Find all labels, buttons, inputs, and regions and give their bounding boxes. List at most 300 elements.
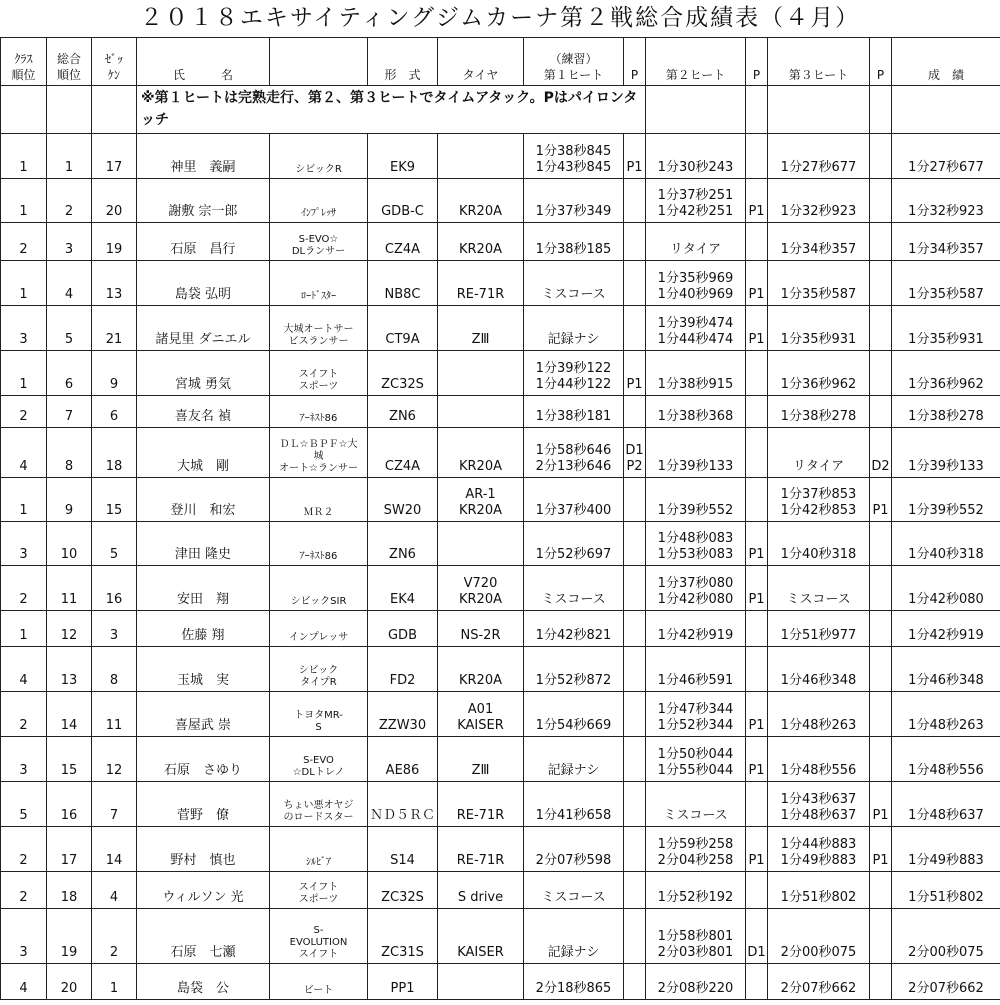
heat3-time-cell: ミスコース	[768, 566, 870, 611]
results-table	[0, 37, 1000, 1000]
header-heat3: 第３ヒート	[768, 38, 870, 86]
heat1-penalty-cell	[624, 909, 646, 964]
heat2-time-cell: 1分35秒969 1分40秒969	[646, 261, 746, 306]
result-cell: 2分07秒662	[892, 964, 1000, 1000]
heat2-time-cell: ミスコース	[646, 782, 746, 827]
tire-cell: AR-1 KR20A	[438, 478, 524, 522]
heat3-time-cell: 1分48秒556	[768, 737, 870, 782]
heat1-time-cell: 1分38秒181	[524, 396, 624, 428]
driver-name-cell: 宮城 勇気	[137, 351, 270, 396]
heat3-penalty-cell	[870, 647, 892, 692]
overall-rank-cell: 14	[47, 692, 92, 737]
heat2-penalty-cell	[746, 964, 768, 1000]
heat3-time-cell: 1分34秒357	[768, 223, 870, 261]
tire-cell: ZⅢ	[438, 306, 524, 351]
tire-cell: KAISER	[438, 909, 524, 964]
table-row	[1, 478, 1000, 522]
car-name-cell: ＭＲ２	[270, 478, 368, 522]
overall-rank-cell: 3	[47, 223, 92, 261]
model-cell: CZ4A	[368, 428, 438, 478]
overall-rank-cell: 2	[47, 179, 92, 223]
car-name-cell: ｱｰﾈｽﾄ86	[270, 396, 368, 428]
table-row	[1, 261, 1000, 306]
result-cell: 1分32秒923	[892, 179, 1000, 223]
class-rank-cell: 2	[1, 827, 47, 872]
heat2-time-cell: 1分48秒083 1分53秒083	[646, 522, 746, 566]
heat3-time-cell: 2分07秒662	[768, 964, 870, 1000]
model-cell: NB8C	[368, 261, 438, 306]
result-cell: 1分48秒556	[892, 737, 1000, 782]
tire-cell: RE-71R	[438, 827, 524, 872]
heat1-time-cell: 記録ナシ	[524, 737, 624, 782]
class-rank-cell: 2	[1, 396, 47, 428]
heat2-penalty-cell	[746, 223, 768, 261]
heat1-time-cell: 1分38秒845 1分43秒845	[524, 134, 624, 179]
zekken-cell: 6	[92, 396, 137, 428]
car-name-cell: シビック タイプR	[270, 647, 368, 692]
heat3-time-cell: 1分35秒587	[768, 261, 870, 306]
heat3-time-cell: 1分51秒977	[768, 611, 870, 647]
driver-name-cell: 玉城 実	[137, 647, 270, 692]
table-row	[1, 566, 1000, 611]
header-heat2: 第２ヒート	[646, 38, 746, 86]
result-cell: 1分49秒883	[892, 827, 1000, 872]
model-cell: AE86	[368, 737, 438, 782]
result-cell: 1分42秒080	[892, 566, 1000, 611]
overall-rank-cell: 7	[47, 396, 92, 428]
zekken-cell: 9	[92, 351, 137, 396]
class-rank-cell: 2	[1, 692, 47, 737]
class-rank-cell: 4	[1, 428, 47, 478]
result-cell: 1分51秒802	[892, 872, 1000, 909]
heat3-penalty-cell	[870, 566, 892, 611]
heat3-time-cell: 1分36秒962	[768, 351, 870, 396]
header-heat1: （練習） 第１ヒート	[524, 38, 624, 86]
tire-cell: ZⅢ	[438, 737, 524, 782]
table-row	[1, 351, 1000, 396]
heat1-penalty-cell	[624, 261, 646, 306]
model-cell: SW20	[368, 478, 438, 522]
heat1-time-cell: 1分41秒658	[524, 782, 624, 827]
overall-rank-cell: 8	[47, 428, 92, 478]
model-cell: EK9	[368, 134, 438, 179]
class-rank-cell: 2	[1, 872, 47, 909]
car-name-cell: ＤＬ☆ＢＰＦ☆大 城 オート☆ランサー	[270, 428, 368, 478]
heat1-penalty-cell: P1	[624, 351, 646, 396]
model-cell: ZC32S	[368, 872, 438, 909]
class-rank-cell: 2	[1, 566, 47, 611]
heat2-penalty-cell: D1	[746, 909, 768, 964]
overall-rank-cell: 20	[47, 964, 92, 1000]
heat3-time-cell: 1分51秒802	[768, 872, 870, 909]
tire-cell: RE-71R	[438, 261, 524, 306]
overall-rank-cell: 19	[47, 909, 92, 964]
heat3-penalty-cell	[870, 396, 892, 428]
heat2-penalty-cell	[746, 647, 768, 692]
heat2-time-cell: 1分39秒474 1分44秒474	[646, 306, 746, 351]
class-rank-cell: 4	[1, 964, 47, 1000]
heat2-penalty-cell: P1	[746, 566, 768, 611]
table-row	[1, 964, 1000, 1000]
heat2-penalty-cell: P1	[746, 306, 768, 351]
tire-cell: KR20A	[438, 223, 524, 261]
result-cell: 1分48秒263	[892, 692, 1000, 737]
tire-cell	[438, 351, 524, 396]
heat2-penalty-cell: P1	[746, 179, 768, 223]
heat1-penalty-cell	[624, 827, 646, 872]
class-rank-cell: 1	[1, 261, 47, 306]
zekken-cell: 3	[92, 611, 137, 647]
heat1-time-cell: 1分58秒646 2分13秒646	[524, 428, 624, 478]
heat2-time-cell: 1分37秒080 1分42秒080	[646, 566, 746, 611]
car-name-cell: スイフト スポーツ	[270, 872, 368, 909]
class-rank-cell: 1	[1, 478, 47, 522]
zekken-cell: 16	[92, 566, 137, 611]
heat2-penalty-cell	[746, 611, 768, 647]
class-rank-cell: 3	[1, 737, 47, 782]
table-row	[1, 134, 1000, 179]
heat1-penalty-cell	[624, 692, 646, 737]
heat3-time-cell: 1分27秒677	[768, 134, 870, 179]
heat1-time-cell: 1分37秒349	[524, 179, 624, 223]
heat2-penalty-cell: P1	[746, 522, 768, 566]
driver-name-cell: 佐藤 翔	[137, 611, 270, 647]
heat3-penalty-cell	[870, 179, 892, 223]
heat1-time-cell: 1分52秒697	[524, 522, 624, 566]
driver-name-cell: 石原 さゆり	[137, 737, 270, 782]
heat1-penalty-cell: D1 P2	[624, 428, 646, 478]
heat1-time-cell: 1分54秒669	[524, 692, 624, 737]
tire-cell	[438, 522, 524, 566]
table-row	[1, 692, 1000, 737]
heat1-penalty-cell	[624, 647, 646, 692]
heat3-penalty-cell	[870, 223, 892, 261]
heat2-time-cell: 1分38秒368	[646, 396, 746, 428]
class-rank-cell: 3	[1, 522, 47, 566]
overall-rank-cell: 12	[47, 611, 92, 647]
driver-name-cell: 安田 翔	[137, 566, 270, 611]
heat2-penalty-cell	[746, 478, 768, 522]
tire-cell	[438, 964, 524, 1000]
model-cell: ZC32S	[368, 351, 438, 396]
heat1-time-cell: 2分07秒598	[524, 827, 624, 872]
heat2-penalty-cell: P1	[746, 827, 768, 872]
header-model: 形 式	[368, 38, 438, 86]
result-cell: 1分27秒677	[892, 134, 1000, 179]
heat1-penalty-cell	[624, 478, 646, 522]
class-rank-cell: 2	[1, 223, 47, 261]
heat1-penalty-cell	[624, 179, 646, 223]
zekken-cell: 18	[92, 428, 137, 478]
car-name-cell: トヨタMR- S	[270, 692, 368, 737]
heat3-time-cell: 1分37秒853 1分42秒853	[768, 478, 870, 522]
table-row	[1, 428, 1000, 478]
heat1-penalty-cell	[624, 522, 646, 566]
header-name: 氏 名	[137, 38, 270, 86]
driver-name-cell: 喜屋武 崇	[137, 692, 270, 737]
heat1-penalty-cell	[624, 964, 646, 1000]
overall-rank-cell: 9	[47, 478, 92, 522]
heat1-time-cell: 1分37秒400	[524, 478, 624, 522]
heat1-penalty-cell	[624, 566, 646, 611]
table-row	[1, 611, 1000, 647]
driver-name-cell: 謝敷 宗一郎	[137, 179, 270, 223]
header-p1: P	[624, 38, 646, 86]
zekken-cell: 12	[92, 737, 137, 782]
heat2-penalty-cell	[746, 134, 768, 179]
zekken-cell: 15	[92, 478, 137, 522]
header-p3: P	[870, 38, 892, 86]
heat3-time-cell: 1分46秒348	[768, 647, 870, 692]
header-overall-rank: 総合 順位	[47, 38, 92, 86]
header-car	[270, 38, 368, 86]
table-row	[1, 522, 1000, 566]
tire-cell	[438, 134, 524, 179]
page-title: ２０１８エキサイティングジムカーナ第２戦総合成績表（４月）	[139, 5, 861, 31]
heat3-penalty-cell	[870, 692, 892, 737]
zekken-cell: 17	[92, 134, 137, 179]
car-name-cell: シビックSIR	[270, 566, 368, 611]
table-row	[1, 872, 1000, 909]
tire-cell: NS-2R	[438, 611, 524, 647]
heat2-time-cell: 1分46秒591	[646, 647, 746, 692]
heat1-penalty-cell	[624, 737, 646, 782]
tire-cell: KR20A	[438, 428, 524, 478]
zekken-cell: 20	[92, 179, 137, 223]
class-rank-cell: 1	[1, 179, 47, 223]
heat1-penalty-cell	[624, 306, 646, 351]
overall-rank-cell: 18	[47, 872, 92, 909]
heat2-penalty-cell	[746, 428, 768, 478]
driver-name-cell: 島袋 公	[137, 964, 270, 1000]
car-name-cell: スイフト スポーツ	[270, 351, 368, 396]
heat2-penalty-cell: P1	[746, 261, 768, 306]
heat1-penalty-cell	[624, 782, 646, 827]
car-name-cell: ｱｰﾈｽﾄ86	[270, 522, 368, 566]
heat3-time-cell: 1分43秒637 1分48秒637	[768, 782, 870, 827]
heat2-time-cell: リタイア	[646, 223, 746, 261]
heat3-penalty-cell	[870, 611, 892, 647]
zekken-cell: 14	[92, 827, 137, 872]
heat3-penalty-cell	[870, 909, 892, 964]
class-rank-cell: 3	[1, 306, 47, 351]
heat1-time-cell: ミスコース	[524, 261, 624, 306]
heat1-time-cell: 1分52秒872	[524, 647, 624, 692]
heat2-time-cell: 1分58秒801 2分03秒801	[646, 909, 746, 964]
heat1-time-cell: 1分42秒821	[524, 611, 624, 647]
result-cell: 1分40秒318	[892, 522, 1000, 566]
overall-rank-cell: 17	[47, 827, 92, 872]
overall-rank-cell: 5	[47, 306, 92, 351]
heat3-penalty-cell	[870, 737, 892, 782]
heat1-time-cell: 2分18秒865	[524, 964, 624, 1000]
result-cell: 1分36秒962	[892, 351, 1000, 396]
heat3-penalty-cell	[870, 964, 892, 1000]
heat3-penalty-cell	[870, 522, 892, 566]
car-name-cell: シビックR	[270, 134, 368, 179]
heat3-penalty-cell	[870, 351, 892, 396]
heat1-penalty-cell	[624, 223, 646, 261]
heat2-time-cell: 1分39秒133	[646, 428, 746, 478]
result-cell: 1分38秒278	[892, 396, 1000, 428]
tire-cell: V720 KR20A	[438, 566, 524, 611]
heat2-time-cell: 1分37秒251 1分42秒251	[646, 179, 746, 223]
heat3-penalty-cell	[870, 306, 892, 351]
class-rank-cell: 5	[1, 782, 47, 827]
driver-name-cell: 野村 慎也	[137, 827, 270, 872]
car-name-cell: インプレッサ	[270, 611, 368, 647]
driver-name-cell: 神里 義嗣	[137, 134, 270, 179]
model-cell: PP1	[368, 964, 438, 1000]
heat2-time-cell: 1分59秒258 2分04秒258	[646, 827, 746, 872]
notice-row	[1, 86, 1000, 134]
driver-name-cell: 石原 七瀬	[137, 909, 270, 964]
result-cell: 1分39秒133	[892, 428, 1000, 478]
heat3-time-cell: 1分48秒263	[768, 692, 870, 737]
heat3-penalty-cell: P1	[870, 827, 892, 872]
result-cell: 1分39秒552	[892, 478, 1000, 522]
results-body	[1, 134, 1000, 1000]
heat3-penalty-cell: D2	[870, 428, 892, 478]
heat3-time-cell: 1分38秒278	[768, 396, 870, 428]
model-cell: ZC31S	[368, 909, 438, 964]
overall-rank-cell: 6	[47, 351, 92, 396]
heat3-time-cell: 1分32秒923	[768, 179, 870, 223]
model-cell: ZN6	[368, 522, 438, 566]
heat3-time-cell: 1分35秒931	[768, 306, 870, 351]
car-name-cell: ｼﾙﾋﾞｱ	[270, 827, 368, 872]
model-cell: ZN6	[368, 396, 438, 428]
heat2-penalty-cell	[746, 396, 768, 428]
heat3-penalty-cell	[870, 134, 892, 179]
heat1-time-cell: ミスコース	[524, 872, 624, 909]
driver-name-cell: 諸見里 ダニエル	[137, 306, 270, 351]
heat1-time-cell: 記録ナシ	[524, 306, 624, 351]
zekken-cell: 4	[92, 872, 137, 909]
model-cell: EK4	[368, 566, 438, 611]
driver-name-cell: 喜友名 禎	[137, 396, 270, 428]
result-cell: 1分46秒348	[892, 647, 1000, 692]
model-cell: S14	[368, 827, 438, 872]
heat1-time-cell: ミスコース	[524, 566, 624, 611]
car-name-cell: 大城オートサー ビスランサー	[270, 306, 368, 351]
table-row	[1, 306, 1000, 351]
table-row	[1, 782, 1000, 827]
header-class-rank: ｸﾗｽ 順位	[1, 38, 47, 86]
heat2-time-cell: 1分50秒044 1分55秒044	[646, 737, 746, 782]
zekken-cell: 21	[92, 306, 137, 351]
heat3-time-cell: リタイア	[768, 428, 870, 478]
heat3-time-cell: 2分00秒075	[768, 909, 870, 964]
header-zekken: ｾﾞｯ ｹﾝ	[92, 38, 137, 86]
zekken-cell: 19	[92, 223, 137, 261]
driver-name-cell: 大城 剛	[137, 428, 270, 478]
heat1-penalty-cell: P1	[624, 134, 646, 179]
tire-cell: A01 KAISER	[438, 692, 524, 737]
car-name-cell: S-EVO☆ DLランサー	[270, 223, 368, 261]
heat1-penalty-cell	[624, 396, 646, 428]
driver-name-cell: 登川 和宏	[137, 478, 270, 522]
heat2-penalty-cell	[746, 782, 768, 827]
table-row	[1, 827, 1000, 872]
result-cell: 1分48秒637	[892, 782, 1000, 827]
overall-rank-cell: 16	[47, 782, 92, 827]
tire-cell	[438, 396, 524, 428]
zekken-cell: 13	[92, 261, 137, 306]
model-cell: ZZW30	[368, 692, 438, 737]
heat2-time-cell: 1分30秒243	[646, 134, 746, 179]
table-row	[1, 223, 1000, 261]
driver-name-cell: 菅野 僚	[137, 782, 270, 827]
class-rank-cell: 3	[1, 909, 47, 964]
table-row	[1, 179, 1000, 223]
heat2-time-cell: 1分42秒919	[646, 611, 746, 647]
overall-rank-cell: 1	[47, 134, 92, 179]
overall-rank-cell: 4	[47, 261, 92, 306]
class-rank-cell: 1	[1, 611, 47, 647]
tire-cell: KR20A	[438, 179, 524, 223]
class-rank-cell: 4	[1, 647, 47, 692]
overall-rank-cell: 10	[47, 522, 92, 566]
result-cell: 1分35秒587	[892, 261, 1000, 306]
result-cell: 1分34秒357	[892, 223, 1000, 261]
heat2-penalty-cell	[746, 872, 768, 909]
model-cell: GDB	[368, 611, 438, 647]
header-row	[1, 38, 1000, 86]
result-cell: 1分35秒931	[892, 306, 1000, 351]
header-tire: タイヤ	[438, 38, 524, 86]
overall-rank-cell: 11	[47, 566, 92, 611]
heat1-time-cell: 1分39秒122 1分44秒122	[524, 351, 624, 396]
heat2-time-cell: 2分08秒220	[646, 964, 746, 1000]
heat3-time-cell: 1分44秒883 1分49秒883	[768, 827, 870, 872]
zekken-cell: 11	[92, 692, 137, 737]
table-row	[1, 647, 1000, 692]
heat3-time-cell: 1分40秒318	[768, 522, 870, 566]
notice-text: ※第１ヒートは完熟走行、第２、第３ヒートでタイムアタック。Pはパイロンタッチ	[137, 86, 646, 134]
heat2-time-cell: 1分39秒552	[646, 478, 746, 522]
heat2-penalty-cell: P1	[746, 737, 768, 782]
heat1-time-cell: 記録ナシ	[524, 909, 624, 964]
car-name-cell: ﾛｰﾄﾞｽﾀｰ	[270, 261, 368, 306]
tire-cell: RE-71R	[438, 782, 524, 827]
tire-cell: S drive	[438, 872, 524, 909]
car-name-cell: S-EVO ☆DLトレノ	[270, 737, 368, 782]
heat2-time-cell: 1分52秒192	[646, 872, 746, 909]
heat2-time-cell: 1分38秒915	[646, 351, 746, 396]
header-result: 成 績	[892, 38, 1000, 86]
driver-name-cell: 石原 昌行	[137, 223, 270, 261]
model-cell: CT9A	[368, 306, 438, 351]
heat3-penalty-cell: P1	[870, 782, 892, 827]
model-cell: ＮＤ５ＲＣ	[368, 782, 438, 827]
heat3-penalty-cell	[870, 261, 892, 306]
overall-rank-cell: 15	[47, 737, 92, 782]
class-rank-cell: 1	[1, 351, 47, 396]
class-rank-cell: 1	[1, 134, 47, 179]
heat1-penalty-cell	[624, 872, 646, 909]
heat2-penalty-cell	[746, 351, 768, 396]
driver-name-cell: 島袋 弘明	[137, 261, 270, 306]
driver-name-cell: 津田 隆史	[137, 522, 270, 566]
result-cell: 1分42秒919	[892, 611, 1000, 647]
driver-name-cell: ウィルソン 光	[137, 872, 270, 909]
model-cell: CZ4A	[368, 223, 438, 261]
table-row	[1, 909, 1000, 964]
model-cell: GDB-C	[368, 179, 438, 223]
car-name-cell: ｲﾝﾌﾟﾚｯｻ	[270, 179, 368, 223]
heat2-time-cell: 1分47秒344 1分52秒344	[646, 692, 746, 737]
